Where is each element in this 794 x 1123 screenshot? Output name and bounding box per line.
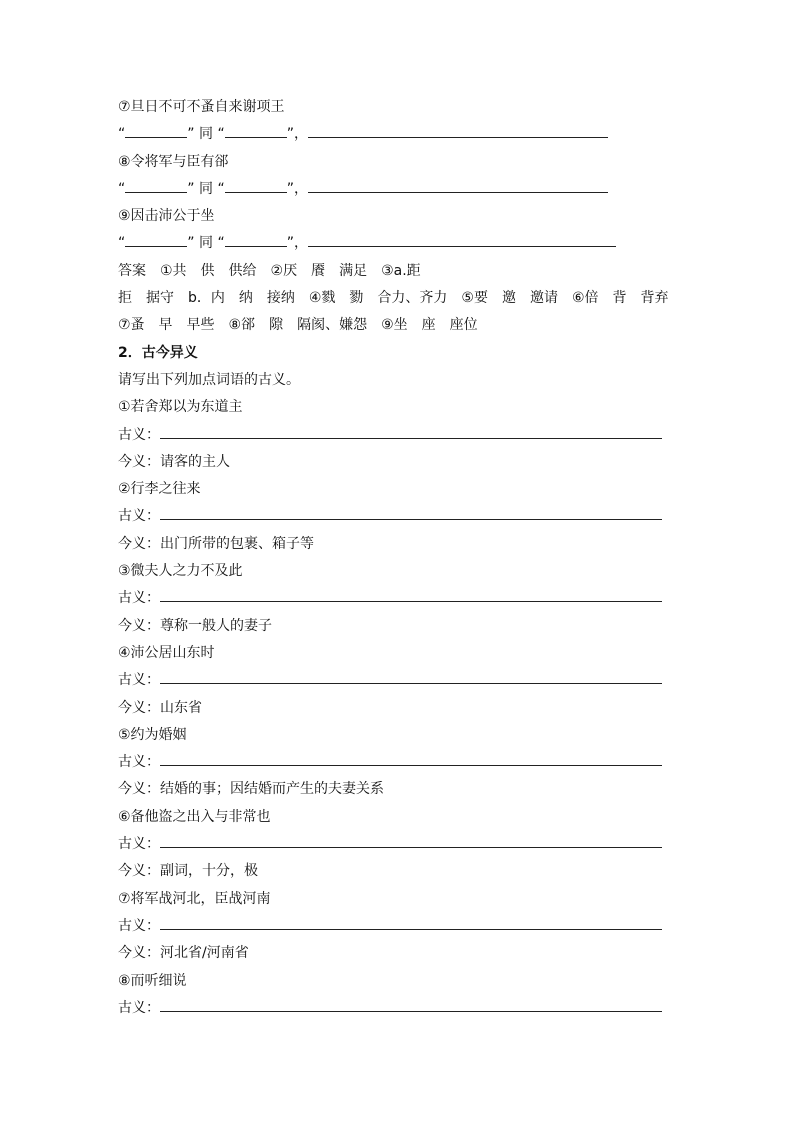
answer-blank[interactable] [125, 123, 187, 138]
answer-blank[interactable] [225, 178, 287, 193]
jin-meaning: 今义：尊称一般人的妻子 [118, 617, 272, 634]
gu-answer-row: 古义： [118, 585, 688, 612]
item-text: ⑨因击沛公于坐 [118, 208, 215, 225]
jin-meaning: 今义：结婚的事；因结婚而产生的夫妻关系 [118, 781, 384, 798]
answer-line-3: ⑦蚤 早 早些 ⑧郤 隙 隔阂、嫌怨 ⑨坐 座 座位 [118, 317, 478, 334]
worksheet-page [118, 94, 688, 1022]
fill-row-7: “ ” 同 “ ”， [118, 121, 688, 148]
gu-blank[interactable] [160, 424, 662, 439]
gu-question: ②行李之往来 [118, 481, 201, 498]
item-8 [118, 149, 688, 176]
gu-question: ①若舍郑以为东道主 [118, 399, 243, 416]
item-text: ⑧令将军与臣有郤 [118, 153, 229, 170]
gu-answer-row: 古义： [118, 995, 688, 1022]
gu-question: ⑥备他盗之出入与非常也 [118, 808, 271, 825]
gu-blank[interactable] [160, 505, 662, 520]
answer-blank[interactable] [225, 232, 287, 247]
jin-meaning: 今义：请客的主人 [118, 453, 230, 470]
gu-question: ⑦将军战河北，臣战河南 [118, 890, 271, 907]
meaning-blank[interactable] [308, 123, 608, 138]
meaning-blank[interactable] [308, 178, 608, 193]
meaning-blank[interactable] [308, 232, 616, 247]
gu-answer-row: 古义： [118, 913, 688, 940]
gu-question: ④沛公居山东时 [118, 644, 215, 661]
jin-meaning: 今义：河北省/河南省 [118, 945, 249, 962]
fill-row-8: “ ” 同 “ ”， [118, 176, 688, 203]
gu-question: ③微夫人之力不及此 [118, 563, 243, 580]
jin-meaning: 今义：山东省 [118, 699, 202, 716]
item-text: ⑦旦日不可不蚤自来谢项王 [118, 99, 285, 115]
answer-blank[interactable] [225, 123, 287, 138]
answer-line-1: 答案 ①共 供 供给 ②厌 餍 满足 ③a.距 [118, 262, 421, 279]
item-7 [118, 94, 688, 121]
gu-blank[interactable] [160, 751, 662, 766]
jin-meaning: 今义：出门所带的包裹、箱子等 [118, 535, 314, 552]
gu-answer-row: 古义： [118, 831, 688, 858]
jin-meaning: 今义：副词，十分，极 [118, 863, 258, 880]
gu-blank[interactable] [160, 997, 662, 1012]
item-9 [118, 203, 688, 230]
fill-row-9: “ ” 同 “ ”， [118, 230, 688, 257]
gu-blank[interactable] [160, 669, 662, 684]
gu-answer-row: 古义： [118, 667, 688, 694]
gu-blank[interactable] [160, 587, 662, 602]
gu-blank[interactable] [160, 915, 662, 930]
section-instruction: 请写出下列加点词语的古义。 [118, 371, 300, 388]
gu-answer-row: 古义： [118, 749, 688, 776]
gu-question: ⑤约为婚姻 [118, 726, 187, 743]
answer-line-2: 拒 据守 b．内 纳 接纳 ④戮 勠 合力、齐力 ⑤要 邀 邀请 ⑥倍 背 背弃 [118, 290, 669, 307]
gu-answer-row: 古义： [118, 503, 688, 530]
gu-answer-row: 古义： [118, 422, 688, 449]
gu-blank[interactable] [160, 833, 662, 848]
answer-blank[interactable] [125, 178, 187, 193]
answer-blank[interactable] [125, 232, 187, 247]
section-heading: 2．古今异义 [118, 344, 198, 361]
gu-question: ⑧而听细说 [118, 972, 187, 989]
